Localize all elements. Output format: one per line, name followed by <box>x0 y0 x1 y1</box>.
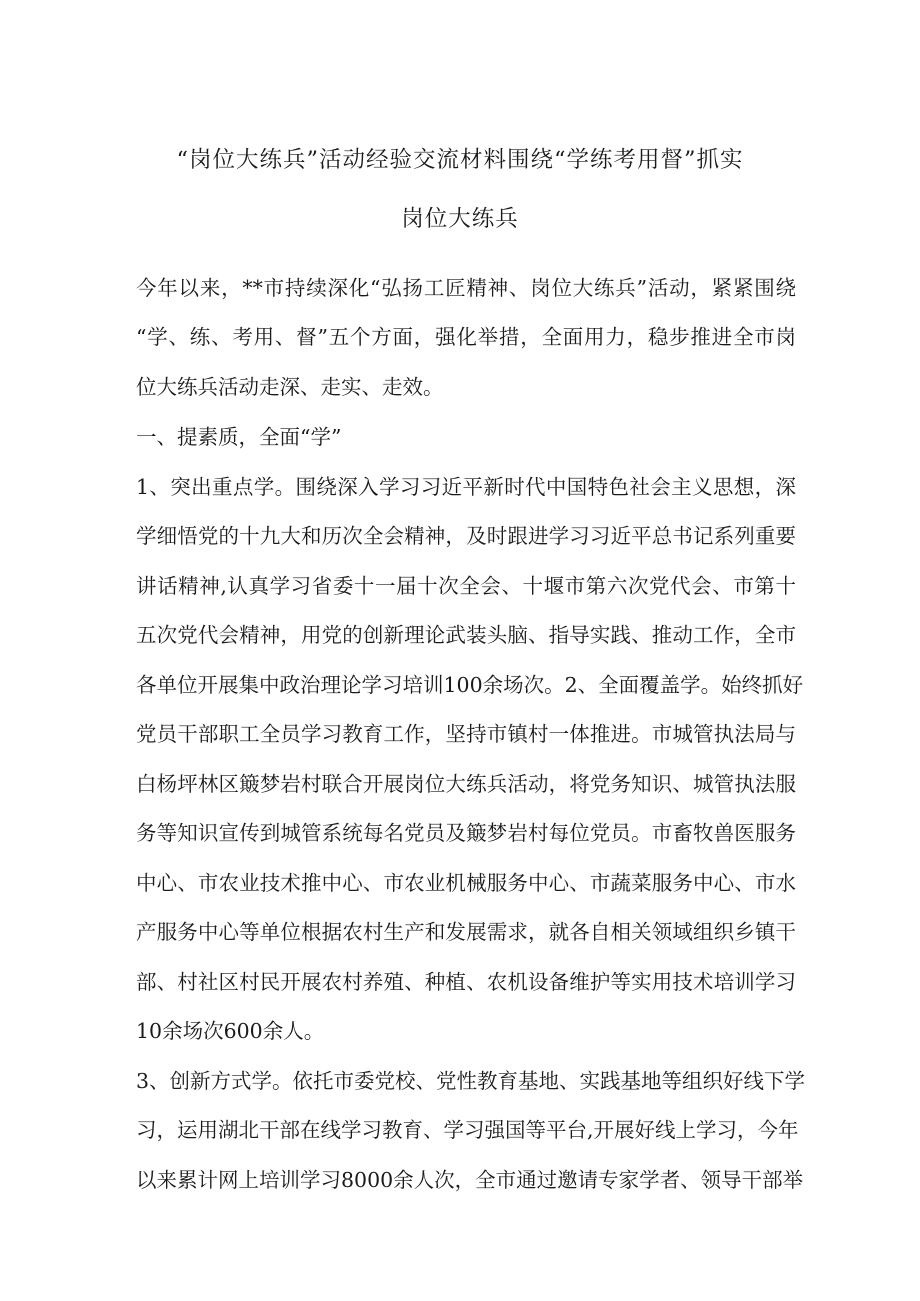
paragraph-line: 讲话精神,认真学习省委十一届十次全会、十堰市第六次党代会、市第十 <box>136 574 796 598</box>
document-title-line-1: “岗位大练兵”活动经验交流材料围绕“学练考用督”抓实 <box>176 147 744 173</box>
paragraph-line: “学、练、考用、督”五个方面，强化举措，全面用力，稳步推进全市岗 <box>136 325 796 349</box>
paragraph-line: 学细悟党的十九大和历次全会精神，及时跟进学习习近平总书记系列重要 <box>136 524 796 548</box>
paragraph-line: 以来累计网上培训学习8000余人次，全市通过邀请专家学者、领导干部举 <box>136 1168 804 1192</box>
paragraph-line: 各单位开展集中政治理论学习培训100余场次。2、全面覆盖学。始终抓好 <box>136 673 804 697</box>
paragraph-line: 1、突出重点学。围绕深入学习习近平新时代中国特色社会主义思想，深 <box>136 475 796 499</box>
paragraph-line: 党员干部职工全员学习教育工作，坚持市镇村一体推进。市城管执法局与 <box>136 722 796 746</box>
paragraph-line: 10余场次600余人。 <box>136 1019 325 1043</box>
paragraph-line: 产服务中心等单位根据农村生产和发展需求，就各自相关领域组织乡镇干 <box>136 920 796 944</box>
paragraph-line: 五次党代会精神，用党的创新理论武装头脑、指导实践、推动工作，全市 <box>136 623 796 647</box>
paragraph-line: 位大练兵活动走深、走实、走效。 <box>136 375 444 399</box>
paragraph-line: 今年以来，**市持续深化“弘扬工匠精神、岗位大练兵”活动，紧紧围绕 <box>136 276 796 300</box>
document-title-line-2: 岗位大练兵 <box>401 206 519 232</box>
paragraph-line: 白杨坪林区簸梦岩村联合开展岗位大练兵活动，将党务知识、城管执法服 <box>136 772 796 796</box>
paragraph-line: 中心、市农业技术推中心、市农业机械服务中心、市蔬菜服务中心、市水 <box>136 871 796 895</box>
paragraph-line: 部、村社区村民开展农村养殖、种植、农机设备维护等实用技术培训学习 <box>136 970 796 994</box>
paragraph-line: 习，运用湖北干部在线学习教育、学习强国等平台,开展好线上学习，今年 <box>136 1118 799 1142</box>
paragraph-line: 3、创新方式学。依托市委党校、党性教育基地、实践基地等组织好线下学 <box>136 1069 806 1093</box>
section-heading: 一、提素质，全面“学” <box>136 425 342 449</box>
paragraph-line: 务等知识宣传到城管系统每名党员及簸梦岩村每位党员。市畜牧兽医服务 <box>136 821 796 845</box>
